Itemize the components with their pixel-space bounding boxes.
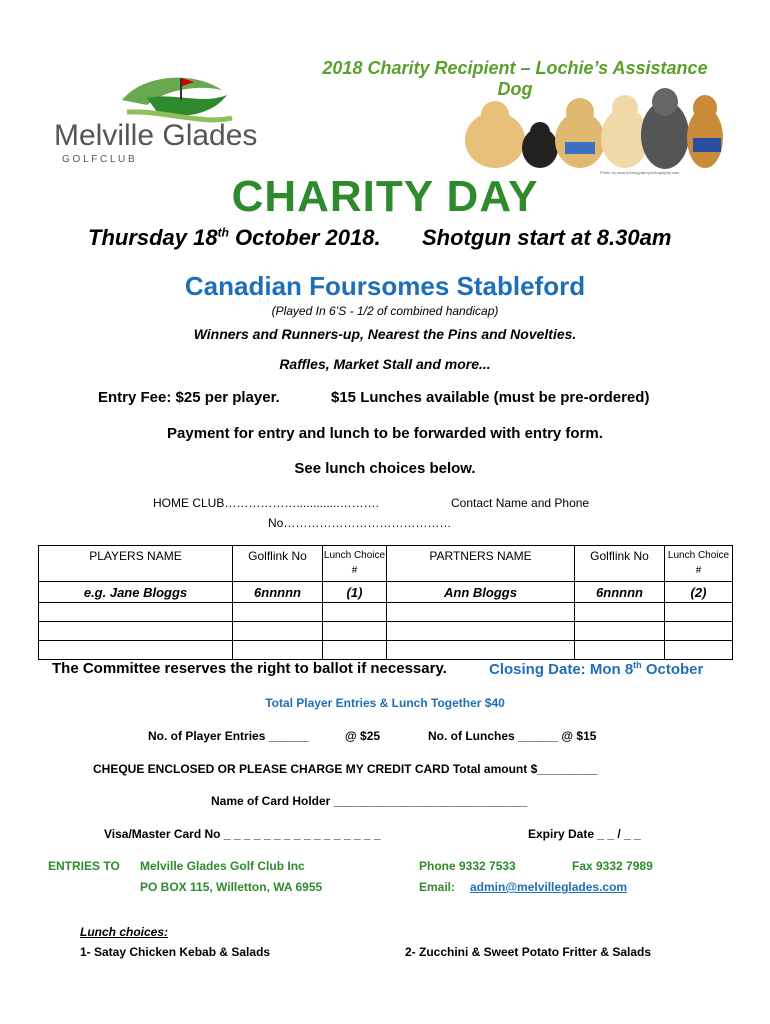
example-player-name: e.g. Jane Bloggs — [39, 582, 233, 603]
charity-recipient: 2018 Charity Recipient – Lochie’s Assistance Dog — [322, 58, 708, 99]
table-row[interactable] — [39, 641, 733, 660]
prizes-line: Winners and Runners-up, Nearest the Pins and Novelties. — [193, 326, 577, 342]
closing-date: Closing Date: Mon 8th October — [489, 660, 704, 678]
lunches-field[interactable]: No. of Lunches ______ @ $15 — [428, 729, 597, 743]
player-name-cell[interactable] — [39, 603, 233, 622]
table-row[interactable] — [39, 622, 733, 641]
entries-to-label: ENTRIES TO — [48, 859, 120, 873]
partner-golflink-cell[interactable] — [575, 622, 665, 641]
lunch-fee: $15 Lunches available (must be pre-ordered) — [331, 389, 650, 406]
player-name-cell[interactable] — [39, 622, 233, 641]
partner-name-cell[interactable] — [387, 622, 575, 641]
golflink-cell[interactable] — [233, 641, 323, 660]
header-players-name: PLAYERS NAME — [39, 546, 233, 582]
example-lunch: (1) — [323, 582, 387, 603]
lunch-cell[interactable] — [323, 622, 387, 641]
example-partner-golflink: 6nnnnn — [575, 582, 665, 603]
handicap-note: (Played In 6’S - 1/2 of combined handicap) — [271, 304, 499, 318]
players-table — [38, 545, 733, 660]
logo-sub: G O L F C L U B — [62, 154, 135, 165]
payment-amount-field[interactable]: CHEQUE ENCLOSED OR PLEASE CHARGE MY CREDIT CARD Total amount $_________ — [93, 762, 598, 776]
see-lunch-note: See lunch choices below. — [294, 460, 476, 477]
photo-credit: Photo by www.iphotographyrhotography.com — [600, 170, 680, 175]
event-date: Thursday 18th October 2018. — [88, 225, 381, 250]
partner-lunch-cell[interactable] — [665, 622, 733, 641]
committee-note: The Committee reserves the right to ballot if necessary. — [52, 660, 447, 677]
example-partner-name: Ann Bloggs — [387, 582, 575, 603]
total-price: Total Player Entries & Lunch Together $40 — [265, 696, 505, 710]
table-row[interactable] — [39, 603, 733, 622]
header-partners-name: PARTNERS NAME — [387, 546, 575, 582]
phone-number: Phone 9332 7533 — [419, 859, 516, 873]
entry-price: @ $25 — [345, 729, 381, 743]
lunch-cell[interactable] — [323, 603, 387, 622]
club-logo — [52, 70, 302, 165]
email-label: Email: — [419, 880, 456, 894]
dogs-photo — [455, 80, 723, 175]
lunch-choice-2: 2- Zucchini & Sweet Potato Fritter & Salads — [405, 945, 652, 959]
partner-lunch-cell[interactable] — [665, 641, 733, 660]
entry-fee: Entry Fee: $25 per player. — [98, 389, 280, 406]
lunch-choice-1: 1- Satay Chicken Kebab & Salads — [80, 945, 271, 959]
header-golflink-no: Golflink No — [233, 546, 323, 582]
card-holder-field[interactable]: Name of Card Holder _____________________________ — [211, 794, 528, 808]
partner-golflink-cell[interactable] — [575, 603, 665, 622]
header-lunch-choice: Lunch Choice # — [323, 546, 387, 582]
partner-golflink-cell[interactable] — [575, 641, 665, 660]
contact-label: Contact Name and Phone — [451, 496, 590, 510]
home-club-field[interactable]: HOME CLUB……………….............………. — [153, 496, 380, 510]
golflink-cell[interactable] — [233, 603, 323, 622]
event-format: Canadian Foursomes Stableford — [184, 271, 586, 301]
raffles-line: Raffles, Market Stall and more... — [279, 356, 491, 372]
card-number-field[interactable]: Visa/Master Card No _ _ _ _ _ _ _ _ _ _ _ _ _ _ _ _ — [104, 827, 381, 841]
example-partner-lunch: (2) — [665, 582, 733, 603]
example-golflink: 6nnnnn — [233, 582, 323, 603]
club-name: Melville Glades Golf Club Inc — [140, 859, 305, 873]
table-row — [39, 582, 733, 603]
postal-address: PO BOX 115, Willetton, WA 6955 — [140, 880, 323, 894]
payment-note: Payment for entry and lunch to be forwarded with entry form. — [167, 425, 603, 442]
partner-name-cell[interactable] — [387, 603, 575, 622]
logo-graphic — [52, 70, 302, 165]
golflink-cell[interactable] — [233, 622, 323, 641]
player-entries-field[interactable]: No. of Player Entries ______ — [148, 729, 309, 743]
shotgun-start: Shotgun start at 8.30am — [422, 225, 672, 250]
expiry-date-field[interactable]: Expiry Date _ _ / _ _ — [528, 827, 641, 841]
lunch-cell[interactable] — [323, 641, 387, 660]
logo-name: Melville Glades — [54, 119, 258, 152]
partner-name-cell[interactable] — [387, 641, 575, 660]
header-partner-lunch-choice: Lunch Choice # — [665, 546, 733, 582]
contact-number-field[interactable]: No…………………………………… — [268, 516, 452, 530]
partner-lunch-cell[interactable] — [665, 603, 733, 622]
header-partner-golflink-no: Golflink No — [575, 546, 665, 582]
email-link[interactable]: admin@melvilleglades.com — [470, 880, 628, 894]
table-header-row — [39, 546, 733, 582]
lunch-choices-title: Lunch choices: — [80, 925, 169, 939]
event-title: CHARITY DAY — [231, 172, 539, 221]
fax-number: Fax 9332 7989 — [572, 859, 653, 873]
player-name-cell[interactable] — [39, 641, 233, 660]
